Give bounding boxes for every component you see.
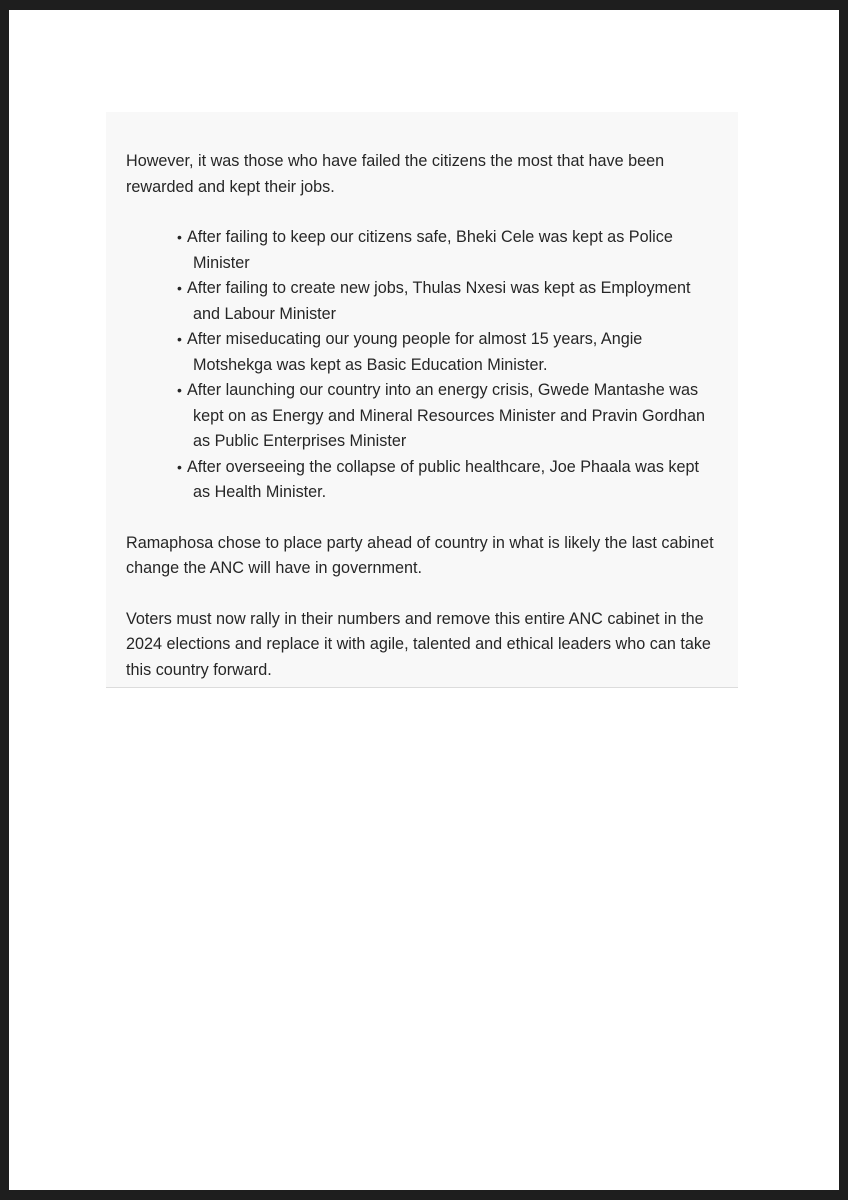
paragraph-3: Voters must now rally in their numbers and remove this entire ANC cabinet in the 2024 elections and replace it with agile, talented and ethical leaders who can take this country forward. xyxy=(126,609,711,679)
list-item-text: After miseducating our young people for almost 15 years, Angie Motshekga was kept as Basic Education Minister. xyxy=(187,330,643,374)
bullet-icon: • xyxy=(177,331,182,347)
list-item xyxy=(126,276,718,327)
list-item xyxy=(126,327,718,378)
list-item-text: After failing to create new jobs, Thulas Nxesi was kept as Employment and Labour Minister xyxy=(187,279,691,323)
list-item-text: After failing to keep our citizens safe, Bheki Cele was kept as Police Minister xyxy=(187,228,673,272)
list-item xyxy=(126,378,718,455)
paragraph-2: Ramaphosa chose to place party ahead of country in what is likely the last cabinet change the ANC will have in government. xyxy=(126,533,714,577)
intro-paragraph: However, it was those who have failed the citizens the most that have been rewarded and kept their jobs. xyxy=(126,152,665,196)
list-item xyxy=(126,455,718,506)
list-item-text: After launching our country into an energy crisis, Gwede Mantashe was kept on as Energy and Mineral Resources Minister and Pravin Gordhan as Public Enterprises Minister xyxy=(187,381,705,450)
bullet-icon: • xyxy=(177,280,182,296)
content-card xyxy=(106,112,738,688)
list-item-text: After overseeing the collapse of public healthcare, Joe Phaala was kept as Health Minister. xyxy=(187,457,700,501)
document-page xyxy=(9,10,839,1190)
bullet-icon: • xyxy=(177,458,182,475)
bullet-icon: • xyxy=(177,382,182,398)
bullet-icon: • xyxy=(177,229,182,245)
bullet-list xyxy=(126,225,718,506)
list-item xyxy=(126,225,718,276)
